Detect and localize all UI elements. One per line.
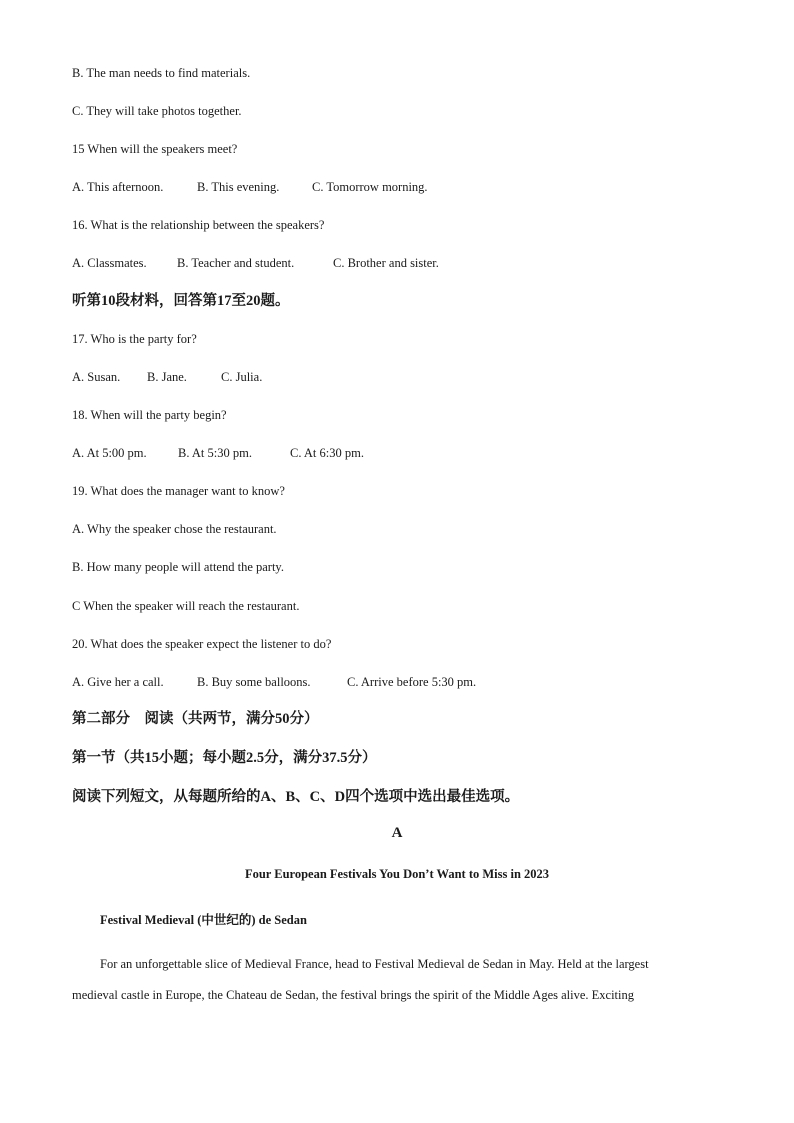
- q20-option-a: A. Give her a call.: [72, 675, 164, 689]
- q17-question: 17. Who is the party for?: [72, 332, 197, 346]
- reading-part-title: 第二部分 阅读（共两节，满分50分）: [72, 711, 319, 727]
- q15-option-c: C. Tomorrow morning.: [312, 180, 428, 194]
- q20-options: [72, 674, 476, 690]
- q19-option-c: C When the speaker will reach the restaurant.: [72, 599, 300, 613]
- q15-options: [72, 179, 428, 195]
- q17-option-a: A. Susan.: [72, 370, 121, 384]
- q16-option-a: A. Classmates.: [72, 256, 147, 270]
- q15-option-a: A. This afternoon.: [72, 180, 164, 194]
- q16-option-c: C. Brother and sister.: [333, 256, 439, 270]
- q14-option-c: C. They will take photos together.: [72, 104, 242, 118]
- passage-title: Four European Festivals You Don’t Want to Miss in 2023: [244, 867, 550, 881]
- q15-option-b: B. This evening.: [197, 180, 280, 194]
- q20-option-c: C. Arrive before 5:30 pm.: [347, 675, 477, 689]
- section10-instruction: 听第10段材料，回答第17至20题。: [72, 293, 290, 309]
- q19-option-a: A. Why the speaker chose the restaurant.: [72, 522, 277, 536]
- reading-instruction: 阅读下列短文，从每题所给的A、B、C、D四个选项中选出最佳选项。: [72, 789, 520, 805]
- q18-option-a: A. At 5:00 pm.: [72, 446, 147, 460]
- q20-question: 20. What does the speaker expect the listener to do?: [72, 637, 332, 651]
- q18-option-c: C. At 6:30 pm.: [290, 446, 364, 460]
- q20-option-b: B. Buy some balloons.: [197, 675, 311, 689]
- q16-options: [72, 255, 439, 271]
- q17-option-c: C. Julia.: [221, 370, 263, 384]
- q17-option-b: B. Jane.: [147, 370, 187, 384]
- q18-option-b: B. At 5:30 pm.: [178, 446, 252, 460]
- reading-section-title: 第一节（共15小题；每小题2.5分，满分37.5分）: [72, 750, 377, 766]
- passage-letter: A: [391, 825, 403, 841]
- q18-question: 18. When will the party begin?: [72, 408, 227, 422]
- festival1-heading: Festival Medieval (中世纪的) de Sedan: [100, 913, 307, 927]
- q16-question: 16. What is the relationship between the speakers?: [72, 218, 325, 232]
- q19-question: 19. What does the manager want to know?: [72, 484, 285, 498]
- festival1-line2: medieval castle in Europe, the Chateau de Sedan, the festival brings the spirit of the Middle Ages alive. Exciting: [72, 988, 634, 1002]
- q14-option-b: B. The man needs to find materials.: [72, 66, 251, 80]
- festival1-line1: For an unforgettable slice of Medieval France, head to Festival Medieval de Sedan in May. Held at the largest: [100, 957, 649, 971]
- q16-option-b: B. Teacher and student.: [177, 256, 295, 270]
- q15-question: 15 When will the speakers meet?: [72, 142, 238, 156]
- q17-options: [72, 369, 262, 385]
- q19-option-b: B. How many people will attend the party.: [72, 560, 284, 574]
- q18-options: [72, 445, 364, 461]
